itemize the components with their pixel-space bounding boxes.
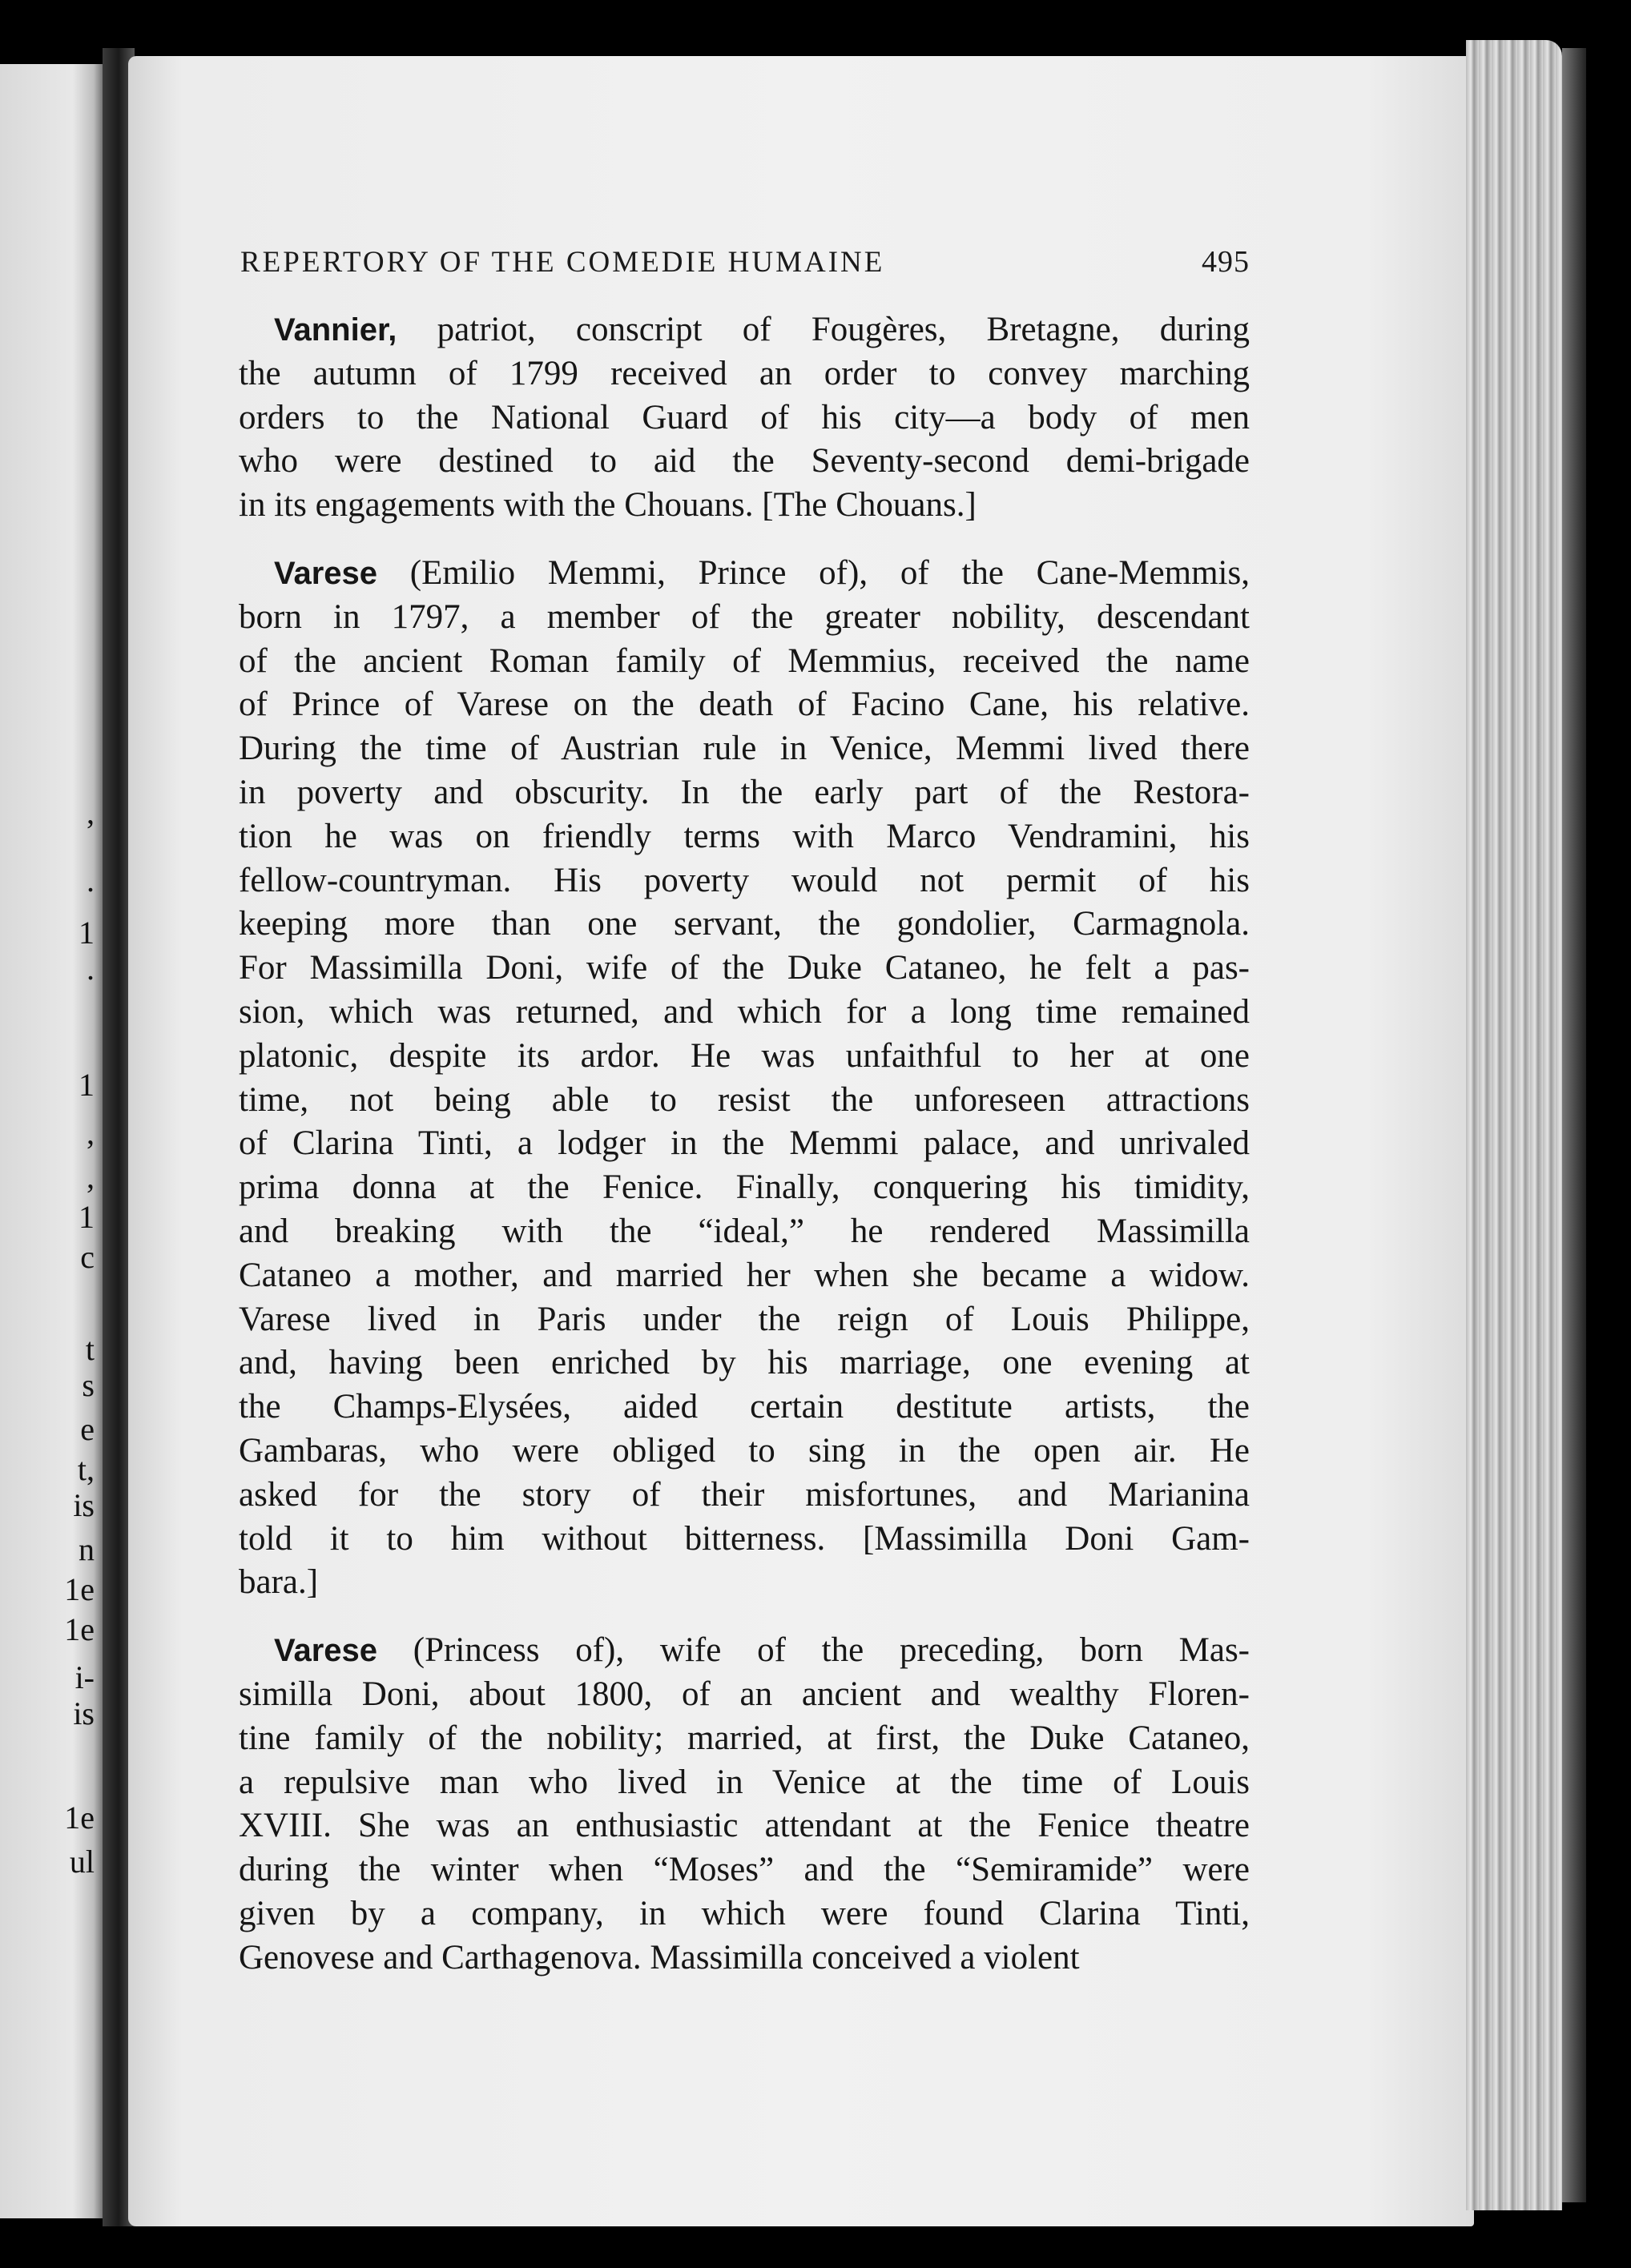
- entry-line-text: and, having been enriched by his marriage, one evening at: [239, 1344, 1250, 1382]
- entry-line-text: told it to him without bitterness. [Massimilla Doni Gam-: [239, 1519, 1250, 1558]
- entry-line: [239, 1385, 1250, 1430]
- left-page-fragment: .: [87, 863, 95, 899]
- left-page-fragment: .: [87, 951, 95, 987]
- entry-line: [239, 552, 1250, 596]
- entry-line-text: Gambaras, who were obliged to sing in the open air. He: [239, 1431, 1250, 1470]
- entry-line: [239, 1804, 1250, 1848]
- left-page-fragment: i-: [75, 1659, 95, 1695]
- running-title: REPERTORY OF THE COMEDIE HUMAINE: [240, 246, 885, 279]
- entry-line: [239, 1341, 1250, 1385]
- entry-line: [239, 1518, 1250, 1562]
- entry-line-text: bara.]: [239, 1563, 319, 1602]
- entry-line-text: fellow-countryman. His poverty would not permit of his: [239, 861, 1250, 899]
- entry-line: [239, 1210, 1250, 1254]
- entry-line-text: Genovese and Carthagenova. Massimilla conceived a violent: [239, 1938, 1080, 1976]
- left-page-fragment: is: [73, 1695, 95, 1731]
- entry-line: [239, 1298, 1250, 1342]
- entry-line-text: keeping more than one servant, the gondolier, Carmagnola.: [239, 905, 1250, 943]
- entry-line-text: of the ancient Roman family of Memmius, received the name: [239, 641, 1250, 680]
- entry-paragraph: [239, 552, 1250, 1605]
- entry-line: [239, 1717, 1250, 1761]
- left-page-fragment: ,: [87, 1159, 95, 1195]
- entry-line: [239, 727, 1250, 771]
- left-page-fragment: 1e: [64, 1611, 95, 1647]
- entry-line-text: time, not being able to resist the unforeseen attractions: [239, 1080, 1250, 1119]
- left-page-fragment: 1e: [64, 1571, 95, 1607]
- entry-line: [239, 859, 1250, 903]
- entry-line-text: (Princess of), wife of the preceding, born Mas-: [377, 1631, 1250, 1670]
- left-page-fragment: n: [79, 1531, 95, 1567]
- entry-line: [239, 352, 1250, 396]
- entry-line: [239, 1892, 1250, 1936]
- entry-line-text: prima donna at the Fenice. Finally, conquering his timidity,: [239, 1168, 1250, 1207]
- entry-line-text: tion he was on friendly terms with Marco Vendramini, his: [239, 817, 1250, 855]
- left-page-fragment: ul: [69, 1844, 95, 1880]
- entry-line: [239, 1254, 1250, 1298]
- entry-line: [239, 1673, 1250, 1717]
- left-page-fragment: t,: [77, 1451, 95, 1487]
- entry-line: [239, 991, 1250, 1035]
- entry-line-text: Varese lived in Paris under the reign of Louis Philippe,: [239, 1300, 1250, 1338]
- left-page-fragment: 1: [79, 1199, 95, 1235]
- entry-line-text: given by a company, in which were found Clarina Tinti,: [239, 1894, 1250, 1932]
- page-body: [239, 308, 1250, 2004]
- left-page-fragment: c: [80, 1239, 95, 1275]
- left-page-fragment: is: [73, 1487, 95, 1523]
- left-page-fragment: t: [85, 1331, 95, 1367]
- entry-line: [239, 1430, 1250, 1474]
- entry-line-text: tine family of the nobility; married, at first, the Duke Cataneo,: [239, 1719, 1250, 1757]
- entry-line: [239, 640, 1250, 684]
- left-page-fragment: 1e: [64, 1800, 95, 1836]
- entry-line-text: the autumn of 1799 received an order to convey marching: [239, 354, 1250, 392]
- entry-line: [239, 1761, 1250, 1805]
- entry-line: [239, 815, 1250, 859]
- entry-line-text: born in 1797, a member of the greater nobility, descendant: [239, 597, 1250, 636]
- running-header: [240, 244, 1250, 279]
- entry-line-text: of Prince of Varese on the death of Facino Cane, his relative.: [239, 686, 1250, 724]
- entry-line-text: During the time of Austrian rule in Venice, Memmi lived there: [239, 730, 1250, 768]
- entry-line: [239, 1629, 1250, 1673]
- entry-line-text: of Clarina Tinti, a lodger in the Memmi palace, and unrivaled: [239, 1124, 1250, 1163]
- entry-line: [239, 1474, 1250, 1518]
- left-page-fragment: ,: [87, 1115, 95, 1151]
- entry-line: [239, 308, 1250, 352]
- entry-line-text: (Emilio Memmi, Prince of), of the Cane-Memmis,: [377, 553, 1250, 592]
- entry-line: [239, 1166, 1250, 1210]
- entry-line: [239, 1936, 1250, 1980]
- entry-paragraph: [239, 308, 1250, 528]
- left-page-fragment: e: [80, 1411, 95, 1447]
- entry-line-text: platonic, despite its ardor. He was unfaithful to her at one: [239, 1036, 1250, 1075]
- page-edges: [1466, 40, 1562, 2210]
- left-page-fragment: s: [82, 1367, 95, 1403]
- entry-line-text: For Massimilla Doni, wife of the Duke Cataneo, he felt a pas-: [239, 949, 1250, 987]
- entry-line-text: who were destined to aid the Seventy-second demi-brigade: [239, 442, 1250, 481]
- entry-line: [239, 1122, 1250, 1166]
- entry-line: [239, 596, 1250, 640]
- entry-line-text: a repulsive man who lived in Venice at the time of Louis: [239, 1763, 1250, 1801]
- entry-name: Varese: [274, 1633, 378, 1669]
- entry-line-text: in poverty and obscurity. In the early part of the Restora-: [239, 773, 1250, 811]
- entry-line-text: XVIII. She was an enthusiastic attendant at the Fenice theatre: [239, 1807, 1250, 1845]
- entry-line-text: orders to the National Guard of his city—a body of men: [239, 398, 1250, 436]
- entry-line: [239, 1035, 1250, 1079]
- entry-line: [239, 683, 1250, 727]
- entry-line: [239, 771, 1250, 815]
- entry-line: [239, 1079, 1250, 1123]
- left-page-fragment: 1: [79, 915, 95, 951]
- entry-line-text: during the winter when “Moses” and the “Semiramide” were: [239, 1851, 1250, 1889]
- entry-line-text: sion, which was returned, and which for a long time remained: [239, 992, 1250, 1031]
- entry-line-text: and breaking with the “ideal,” he rendered Massimilla: [239, 1212, 1250, 1250]
- entry-paragraph: [239, 1629, 1250, 1980]
- left-page-fragment: 1: [79, 1067, 95, 1103]
- page-number: 495: [1202, 245, 1250, 279]
- entry-line: [239, 947, 1250, 991]
- left-page-fragment: ,: [87, 794, 95, 830]
- entry-line-text: Cataneo a mother, and married her when she became a widow.: [239, 1256, 1250, 1294]
- entry-line-text: patriot, conscript of Fougères, Bretagne, during: [397, 311, 1250, 348]
- entry-line-text: in its engagements with the Chouans. [The Chouans.]: [239, 486, 977, 525]
- entry-line: [239, 1561, 1250, 1605]
- entry-line-text: the Champs-Elysées, aided certain destitute artists, the: [239, 1388, 1250, 1426]
- entry-line: [239, 484, 1250, 528]
- entry-line: [239, 1848, 1250, 1892]
- entry-line-text: similla Doni, about 1800, of an ancient and wealthy Floren-: [239, 1675, 1250, 1713]
- entry-name: Varese: [274, 555, 378, 591]
- entry-name: Vannier,: [274, 312, 397, 348]
- entry-line: [239, 903, 1250, 947]
- entry-line: [239, 440, 1250, 484]
- entry-line: [239, 396, 1250, 440]
- entry-line-text: asked for the story of their misfortunes, and Marianina: [239, 1475, 1250, 1514]
